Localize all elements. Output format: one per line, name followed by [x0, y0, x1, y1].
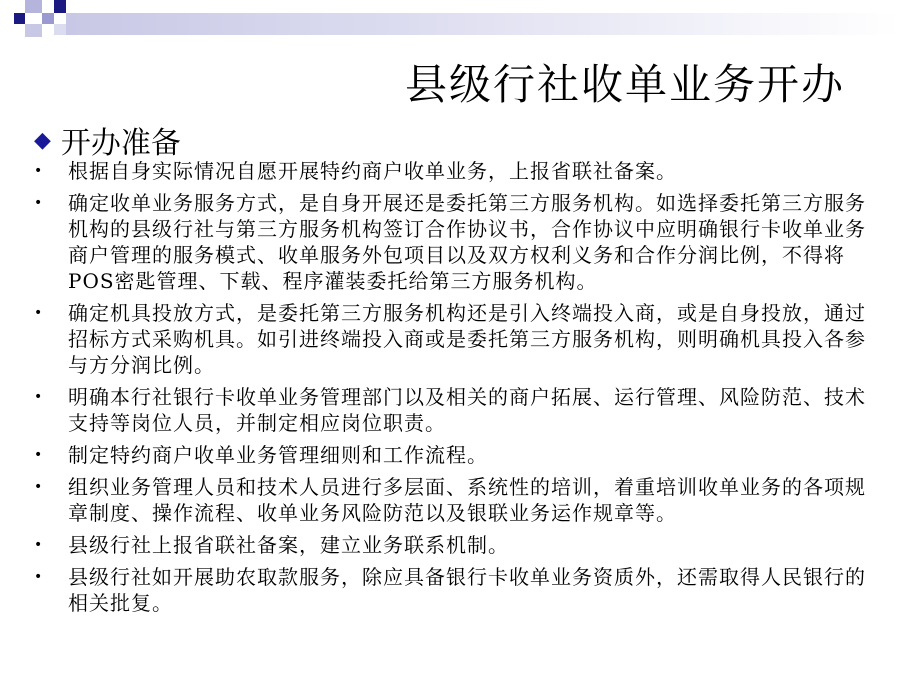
bullet-dot-icon: •: [34, 305, 44, 321]
bullet-dot-icon: •: [34, 537, 44, 553]
list-item: [34, 190, 868, 294]
list-item-text: 根据自身实际情况自愿开展特约商户收单业务，上报省联社备案。: [68, 159, 677, 183]
list-item: [34, 300, 868, 378]
bullet-list: [34, 158, 868, 622]
bullet-dot-icon: •: [34, 163, 44, 179]
deco-square-light: [25, 24, 42, 37]
slide-title: 县级行社收单业务开办: [404, 60, 845, 109]
list-item-text: 确定收单业务服务方式，是自身开展还是委托第三方服务机构。如选择委托第三方服务机构的县级行社与第三方服务机构签订合作协议书，合作协议中应明确银行卡收单业务商户管理的服务模式、收单服务外包项目以及双方权利义务和合作分润比例，不得将POS密匙管理、下载、程序灌装委托给第三方服务机构。: [68, 191, 866, 293]
diamond-bullet-icon: ◆: [34, 127, 51, 153]
deco-square-dark: [14, 13, 25, 24]
bullet-dot-icon: •: [34, 389, 44, 405]
list-item: [34, 442, 868, 468]
list-item-text: 县级行社如开展助农取款服务，除应具备银行卡收单业务资质外，还需取得人民银行的相关批复。: [68, 565, 866, 615]
list-item: [34, 564, 868, 616]
list-item: [34, 384, 868, 436]
bullet-dot-icon: •: [34, 195, 44, 211]
deco-square-light: [25, 0, 42, 13]
list-item: [34, 158, 868, 184]
list-item-text: 明确本行社银行卡收单业务管理部门以及相关的商户拓展、运行管理、风险防范、技术支持等岗位人员，并制定相应岗位职责。: [68, 385, 866, 435]
deco-square-dark: [54, 0, 66, 13]
deco-square-light: [54, 24, 66, 35]
section-heading-text: 开办准备: [60, 126, 181, 161]
bullet-dot-icon: •: [34, 569, 44, 585]
list-item-text: 组织业务管理人员和技术人员进行多层面、系统性的培训，着重培训收单业务的各项规章制度、操作流程、收单业务风险防范以及银联业务运作规章等。: [68, 475, 866, 525]
section-heading: [34, 118, 181, 162]
list-item: [34, 474, 868, 526]
deco-square-light: [42, 13, 54, 24]
header-gradient-bar: [66, 13, 900, 35]
list-item-text: 制定特约商户收单业务管理细则和工作流程。: [68, 443, 488, 467]
list-item: [34, 532, 868, 558]
bullet-dot-icon: •: [34, 447, 44, 463]
list-item-text: 确定机具投放方式，是委托第三方服务机构还是引入终端投入商，或是自身投放，通过招标方式采购机具。如引进终端投入商或是委托第三方服务机构，则明确机具投入各参与方分润比例。: [68, 301, 866, 377]
header-decoration: [0, 0, 900, 50]
bullet-dot-icon: •: [34, 479, 44, 495]
list-item-text: 县级行社上报省联社备案，建立业务联系机制。: [68, 533, 509, 557]
